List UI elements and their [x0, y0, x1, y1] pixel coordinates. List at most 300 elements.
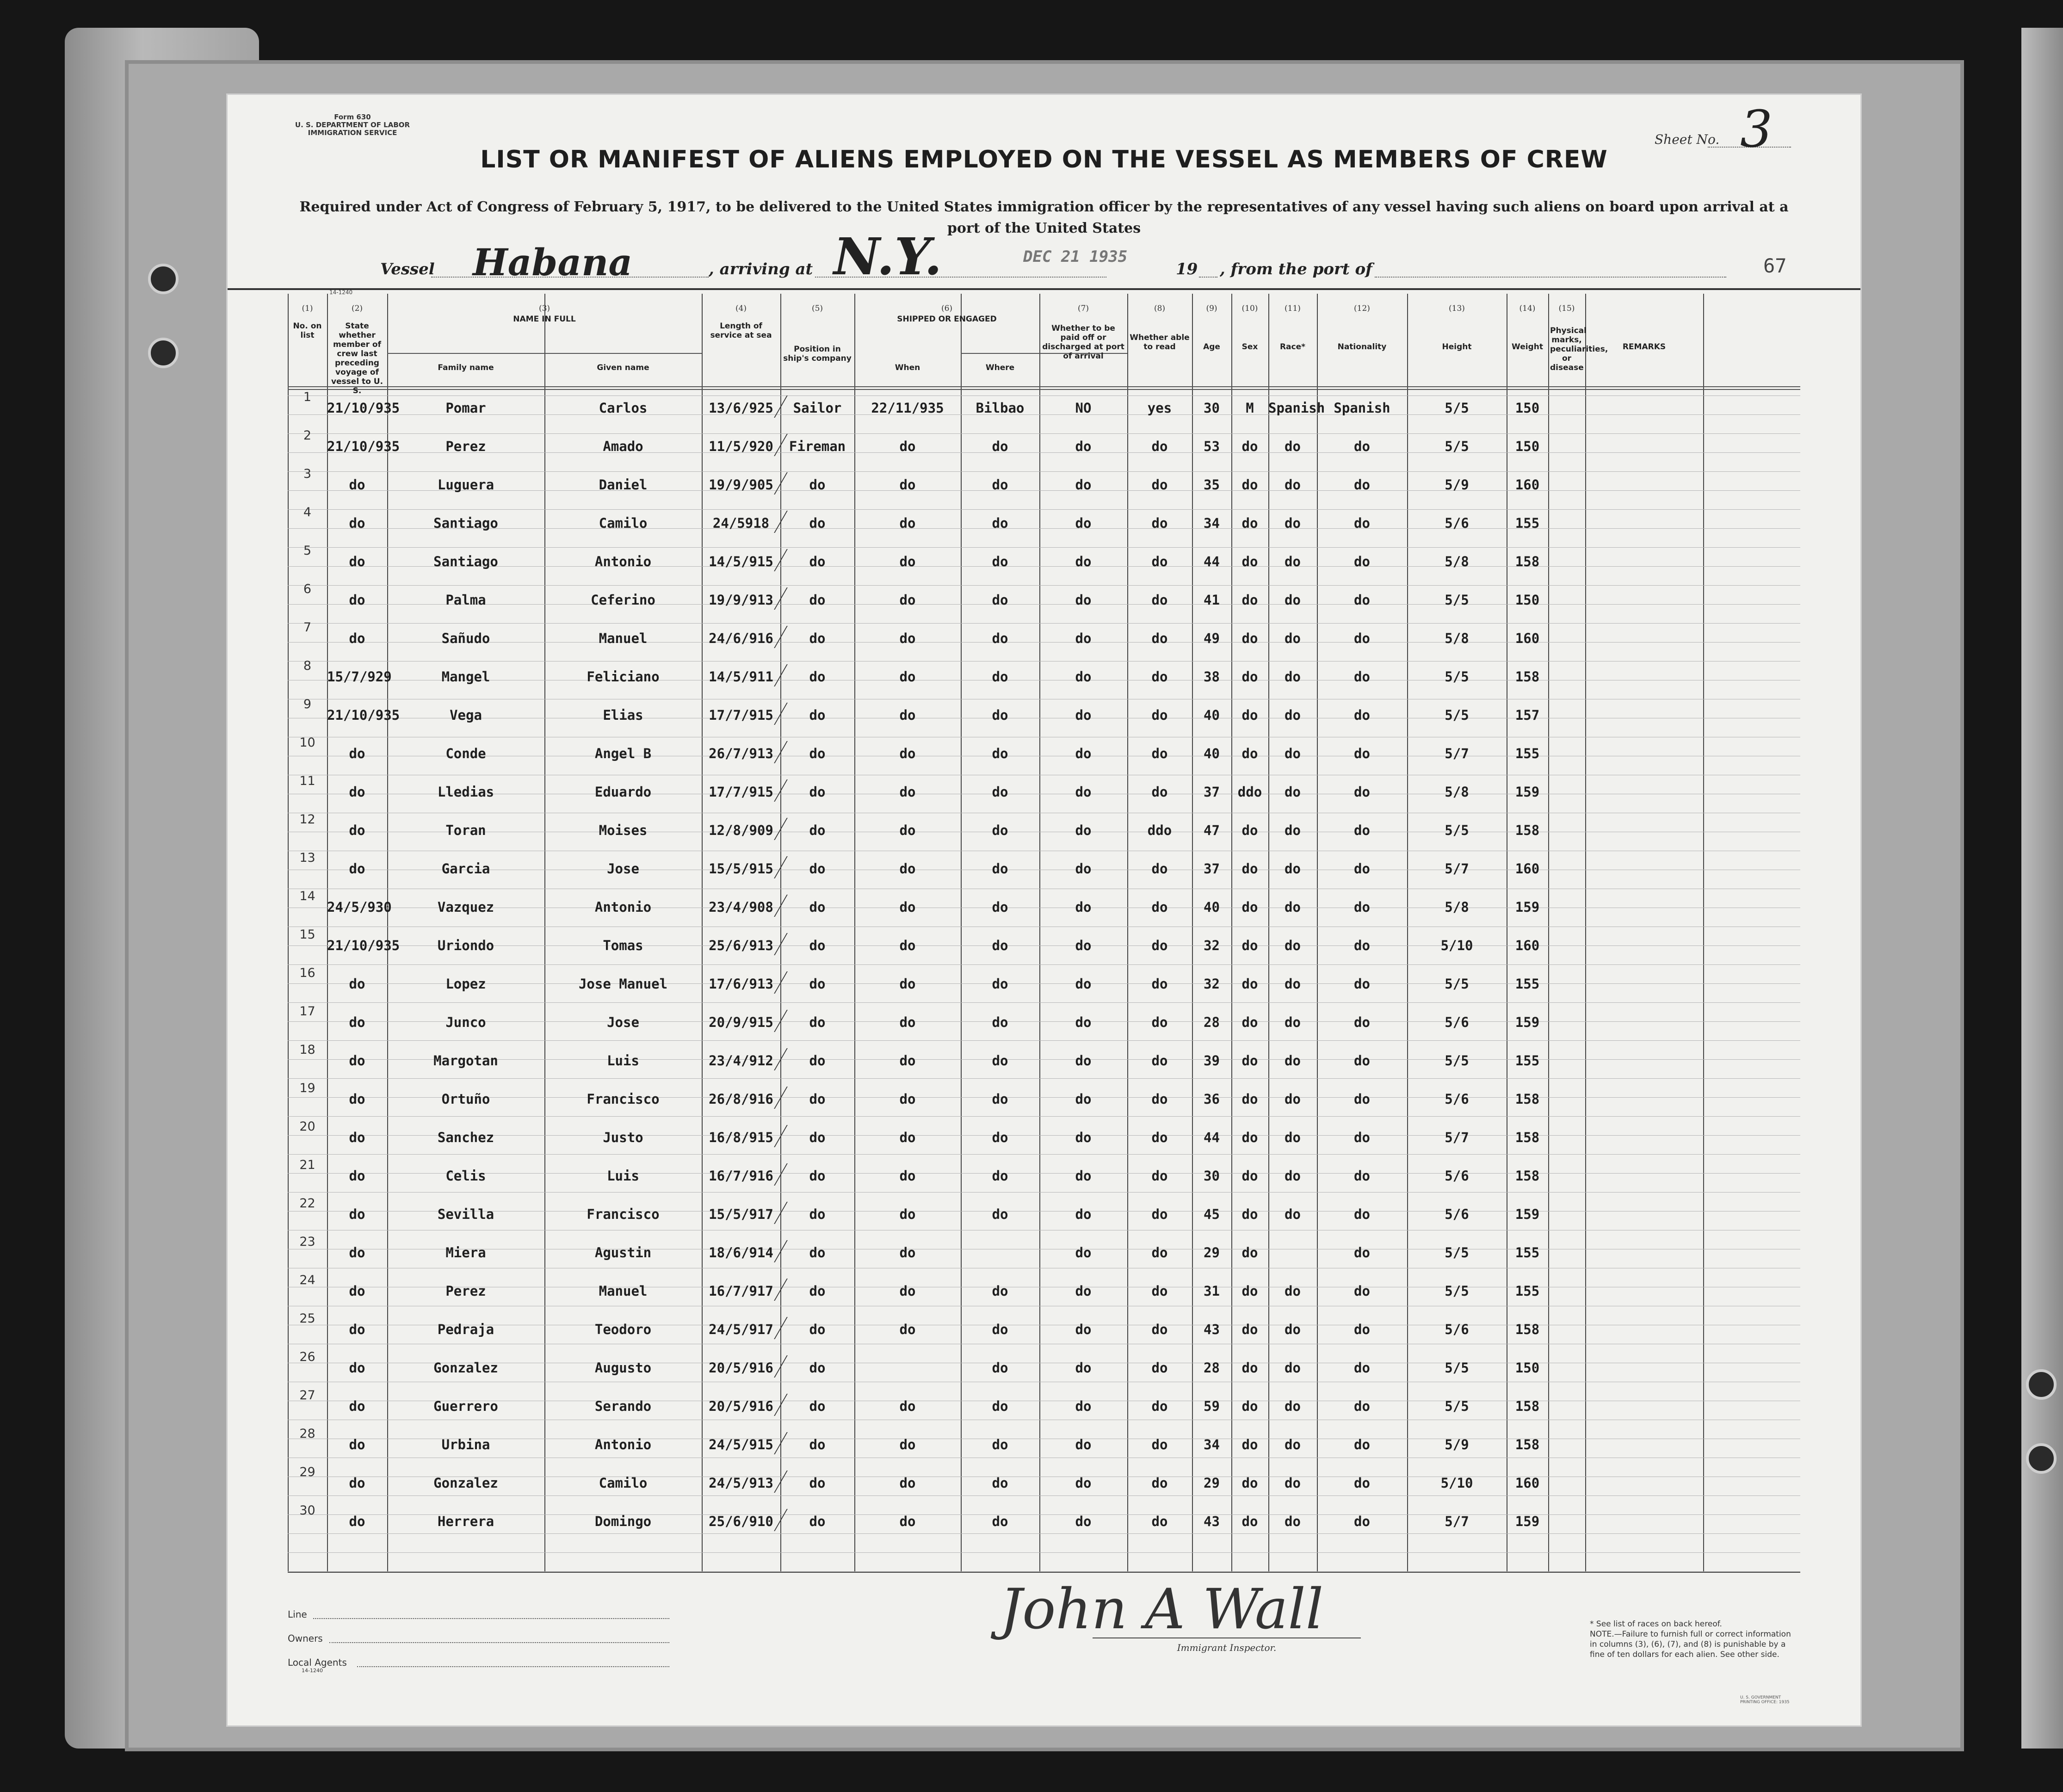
able-to-read-cell: do — [1151, 976, 1168, 992]
table-row — [288, 1273, 1800, 1322]
shipped-when-cell: do — [899, 554, 916, 569]
family-name-cell: Vega — [450, 707, 482, 723]
shipped-when-cell: do — [899, 1014, 916, 1030]
service-length-cell: 25/6/910 — [709, 1514, 773, 1529]
race-cell: do — [1285, 439, 1301, 454]
able-to-read-cell: do — [1151, 592, 1168, 608]
sex-cell: do — [1242, 861, 1258, 877]
footer — [288, 1573, 1800, 1712]
able-to-read-cell: yes — [1147, 400, 1172, 416]
previous-voyage-cell: do — [349, 1168, 365, 1184]
nationality-cell: Spanish — [1334, 400, 1390, 416]
service-length-cell: 24/5/917 — [709, 1322, 773, 1337]
shipped-where-cell: do — [992, 938, 1008, 953]
race-cell: do — [1285, 1475, 1301, 1491]
position-cell: do — [809, 1014, 826, 1030]
page-subtitle: Required under Act of Congress of February 5, 1917, to be delivered to the United States immigration officer by the representatives of any vessel having such aliens on board upon arrival at a port of the United States — [299, 199, 1789, 236]
shipped-where-cell: do — [992, 861, 1008, 877]
age-cell: 34 — [1204, 515, 1220, 531]
shipped-where-cell: do — [992, 746, 1008, 761]
family-name-cell: Garcia — [441, 861, 490, 877]
sheet-number-label: Sheet No. — [1655, 132, 1720, 147]
row-number-cell: 23 — [299, 1235, 315, 1249]
able-to-read-cell: do — [1151, 439, 1168, 454]
column-header: Height — [1442, 342, 1472, 352]
race-cell: do — [1285, 1514, 1301, 1529]
line-label: Line — [288, 1609, 307, 1620]
able-to-read-cell: do — [1151, 1168, 1168, 1184]
paid-off-cell: do — [1075, 1283, 1092, 1299]
service-length-cell: 15/5/917 — [709, 1206, 773, 1222]
service-length-cell: 19/9/905 — [709, 477, 773, 493]
service-length-cell: 16/7/916 — [709, 1168, 773, 1184]
height-cell: 5/5 — [1445, 1245, 1469, 1261]
family-name-cell: Miera — [445, 1245, 486, 1261]
service-length-cell: 11/5/920 — [709, 439, 773, 454]
column-header: Age — [1203, 342, 1220, 352]
previous-voyage-cell: do — [349, 1475, 365, 1491]
given-name-cell: Camilo — [599, 515, 648, 531]
age-cell: 43 — [1204, 1514, 1220, 1529]
row-number-cell: 7 — [303, 620, 312, 635]
height-cell: 5/6 — [1445, 1168, 1469, 1184]
row-number-cell: 28 — [299, 1427, 315, 1441]
race-cell: do — [1285, 592, 1301, 608]
weight-cell: 158 — [1515, 1168, 1540, 1184]
age-cell: 49 — [1204, 630, 1220, 646]
weight-cell: 150 — [1515, 1360, 1540, 1376]
previous-voyage-cell: do — [349, 1514, 365, 1529]
sex-cell: do — [1242, 1514, 1258, 1529]
shipped-when-cell: do — [899, 1091, 916, 1107]
given-name-cell: Daniel — [599, 477, 648, 493]
shipped-where-cell: do — [992, 1014, 1008, 1030]
from-port-label: , from the port of — [1220, 260, 1372, 278]
shipped-where-cell: do — [992, 1206, 1008, 1222]
family-name-cell: Gonzalez — [433, 1475, 498, 1491]
weight-cell: 160 — [1515, 477, 1540, 493]
shipped-when-cell: do — [899, 1283, 916, 1299]
nationality-cell: do — [1354, 861, 1370, 877]
able-to-read-cell: do — [1151, 938, 1168, 953]
inspector-caption: Immigrant Inspector. — [1177, 1642, 1277, 1653]
previous-voyage-cell: do — [349, 1398, 365, 1414]
age-cell: 34 — [1204, 1437, 1220, 1452]
shipped-when-cell: do — [899, 1130, 916, 1145]
inspector-signature: John A Wall — [1000, 1577, 1324, 1642]
nationality-cell: do — [1354, 746, 1370, 761]
paid-off-cell: do — [1075, 1437, 1092, 1452]
shipped-when-cell: do — [899, 1514, 916, 1529]
given-name-cell: Luis — [607, 1168, 639, 1184]
height-cell: 5/5 — [1445, 1053, 1469, 1069]
binder-hole — [2026, 1369, 2057, 1400]
sex-cell: do — [1242, 1360, 1258, 1376]
shipped-when-cell: do — [899, 784, 916, 800]
age-cell: 32 — [1204, 976, 1220, 992]
weight-cell: 155 — [1515, 1053, 1540, 1069]
paid-off-cell: do — [1075, 592, 1092, 608]
family-name-cell: Mangel — [441, 669, 490, 685]
previous-voyage-cell: do — [349, 1437, 365, 1452]
service-length-cell: 15/5/915 — [709, 861, 773, 877]
height-cell: 5/8 — [1445, 554, 1469, 569]
header-divider — [288, 389, 1800, 390]
family-name-cell: Urbina — [441, 1437, 490, 1452]
service-length-cell: 20/5/916 — [709, 1360, 773, 1376]
sex-cell: do — [1242, 1475, 1258, 1491]
paid-off-cell: do — [1075, 822, 1092, 838]
table-row — [288, 1043, 1800, 1091]
service-length-cell: 14/5/911 — [709, 669, 773, 685]
given-name-cell: Teodoro — [594, 1322, 652, 1337]
age-cell: 30 — [1204, 1168, 1220, 1184]
position-cell: do — [809, 861, 826, 877]
sex-cell: do — [1242, 746, 1258, 761]
column-header: Nationality — [1337, 342, 1387, 352]
age-cell: 40 — [1204, 899, 1220, 915]
column-number: (3) — [538, 304, 550, 313]
given-name-cell: Domingo — [594, 1514, 652, 1529]
column-header: Given name — [597, 363, 649, 372]
local-agents-label: Local Agents — [288, 1657, 347, 1668]
weight-cell: 155 — [1515, 1283, 1540, 1299]
paid-off-cell: do — [1075, 1130, 1092, 1145]
race-cell: do — [1285, 1322, 1301, 1337]
column-header: Position in ship's company — [783, 345, 852, 363]
previous-voyage-cell: do — [349, 1322, 365, 1337]
nationality-cell: do — [1354, 554, 1370, 569]
given-name-cell: Augusto — [594, 1360, 652, 1376]
height-cell: 5/5 — [1445, 1360, 1469, 1376]
column-number: (11) — [1285, 304, 1301, 313]
paid-off-cell: do — [1075, 746, 1092, 761]
age-cell: 37 — [1204, 784, 1220, 800]
sex-cell: do — [1242, 515, 1258, 531]
family-name-cell: Gonzalez — [433, 1360, 498, 1376]
owners-label: Owners — [288, 1633, 323, 1644]
given-name-cell: Elias — [603, 707, 643, 723]
shipped-when-cell: do — [899, 1168, 916, 1184]
position-cell: do — [809, 1091, 826, 1107]
age-cell: 31 — [1204, 1283, 1220, 1299]
weight-cell: 158 — [1515, 1398, 1540, 1414]
binder-hole — [148, 264, 179, 294]
position-cell: Fireman — [789, 439, 846, 454]
paid-off-cell: do — [1075, 669, 1092, 685]
paid-off-cell: do — [1075, 1322, 1092, 1337]
table-row — [288, 505, 1800, 554]
shipped-where-cell: do — [992, 707, 1008, 723]
shipped-where-cell: do — [992, 554, 1008, 569]
sex-cell: do — [1242, 1398, 1258, 1414]
race-cell: do — [1285, 1206, 1301, 1222]
service-length-cell: 20/5/916 — [709, 1398, 773, 1414]
shipped-where-cell: do — [992, 1398, 1008, 1414]
year-field-line — [1199, 277, 1217, 278]
service-length-cell: 16/7/917 — [709, 1283, 773, 1299]
column-header: No. on list — [293, 321, 322, 340]
shipped-where-cell: do — [992, 439, 1008, 454]
form-number: Form 630 — [334, 113, 371, 121]
position-cell: do — [809, 1245, 826, 1261]
vessel-label: Vessel — [380, 260, 435, 278]
position-cell: do — [809, 554, 826, 569]
weight-cell: 160 — [1515, 1475, 1540, 1491]
family-name-cell: Toran — [445, 822, 486, 838]
given-name-cell: Antonio — [594, 1437, 652, 1452]
family-name-cell: Margotan — [433, 1053, 498, 1069]
nationality-cell: do — [1354, 1322, 1370, 1337]
given-name-cell: Ceferino — [591, 592, 655, 608]
age-cell: 59 — [1204, 1398, 1220, 1414]
column-header: Where — [985, 363, 1015, 372]
table-row — [288, 390, 1800, 439]
row-number-cell: 6 — [303, 582, 312, 596]
vessel-name: Habana — [473, 241, 633, 284]
position-cell: do — [809, 1398, 826, 1414]
row-number-cell: 22 — [299, 1196, 315, 1211]
family-name-cell: Lopez — [445, 976, 486, 992]
sex-cell: do — [1242, 938, 1258, 953]
table-row — [288, 1235, 1800, 1283]
family-name-cell: Guerrero — [433, 1398, 498, 1414]
shipped-when-cell: do — [899, 1053, 916, 1069]
able-to-read-cell: do — [1151, 861, 1168, 877]
race-cell: do — [1285, 1398, 1301, 1414]
shipped-where-cell: do — [992, 1168, 1008, 1184]
previous-voyage-cell: do — [349, 1360, 365, 1376]
column-header: State whether member of crew last preceding voyage of vessel to U. S. — [331, 321, 383, 395]
able-to-read-cell: do — [1151, 515, 1168, 531]
shipped-where-cell: do — [992, 669, 1008, 685]
shipped-when-cell: do — [899, 822, 916, 838]
height-cell: 5/5 — [1445, 1283, 1469, 1299]
table-row — [288, 1427, 1800, 1475]
height-cell: 5/8 — [1445, 899, 1469, 915]
sex-cell: do — [1242, 1091, 1258, 1107]
sex-cell: do — [1242, 1168, 1258, 1184]
height-cell: 5/5 — [1445, 1398, 1469, 1414]
column-header: Race* — [1279, 342, 1306, 352]
shipped-when-cell: do — [899, 938, 916, 953]
nationality-cell: do — [1354, 707, 1370, 723]
weight-cell: 160 — [1515, 630, 1540, 646]
race-cell: do — [1285, 1283, 1301, 1299]
column-number: (2) — [351, 304, 363, 313]
nationality-cell: do — [1354, 822, 1370, 838]
given-name-cell: Angel B — [594, 746, 652, 761]
race-cell: do — [1285, 1053, 1301, 1069]
paid-off-cell: do — [1075, 1245, 1092, 1261]
family-name-cell: Uriondo — [437, 938, 494, 953]
table-row — [288, 1119, 1800, 1168]
writing-rule — [288, 1571, 1800, 1572]
table-row — [288, 582, 1800, 630]
service-length-cell: 26/8/916 — [709, 1091, 773, 1107]
height-cell: 5/5 — [1445, 707, 1469, 723]
penalty-note: NOTE.—Failure to furnish full or correct information in columns (3), (6), (7), and (8) is punishable by a fine of ten dollars for each alien. See other side. — [1590, 1630, 1791, 1659]
height-cell: 5/7 — [1445, 1130, 1469, 1145]
column-number: (6) — [941, 304, 953, 313]
paid-off-cell: do — [1075, 1475, 1092, 1491]
shipped-when-cell: do — [899, 899, 916, 915]
paid-off-cell: do — [1075, 976, 1092, 992]
table-row — [288, 1503, 1800, 1552]
family-name-cell: Palma — [445, 592, 486, 608]
shipped-where-cell: do — [992, 1514, 1008, 1529]
able-to-read-cell: do — [1151, 1283, 1168, 1299]
sex-cell: do — [1242, 1053, 1258, 1069]
position-cell: do — [809, 1053, 826, 1069]
sex-cell: do — [1242, 1130, 1258, 1145]
family-name-cell: Sevilla — [437, 1206, 494, 1222]
age-cell: 28 — [1204, 1014, 1220, 1030]
weight-cell: 158 — [1515, 554, 1540, 569]
table-row — [288, 1004, 1800, 1053]
column-header: Weight — [1512, 342, 1543, 352]
row-number-cell: 10 — [299, 735, 315, 750]
previous-voyage-cell: do — [349, 976, 365, 992]
position-cell: do — [809, 746, 826, 761]
column-header: Length of service at sea — [710, 321, 772, 340]
previous-voyage-cell: 24/5/930 — [327, 899, 392, 915]
height-cell: 5/8 — [1445, 630, 1469, 646]
shipped-when-cell: do — [899, 1206, 916, 1222]
table-row — [288, 966, 1800, 1014]
shipped-where-cell: do — [992, 477, 1008, 493]
weight-cell: 159 — [1515, 899, 1540, 915]
race-cell: do — [1285, 669, 1301, 685]
race-cell: do — [1285, 1437, 1301, 1452]
previous-voyage-cell: do — [349, 784, 365, 800]
able-to-read-cell: ddo — [1147, 822, 1172, 838]
shipped-when-cell: do — [899, 976, 916, 992]
weight-cell: 158 — [1515, 822, 1540, 838]
table-row — [288, 697, 1800, 746]
weight-cell: 159 — [1515, 1514, 1540, 1529]
race-cell: do — [1285, 822, 1301, 838]
agents-form-mark: 14-1240 — [302, 1668, 323, 1674]
nationality-cell: do — [1354, 899, 1370, 915]
row-number-cell: 21 — [299, 1158, 315, 1172]
shipped-when-cell: do — [899, 630, 916, 646]
shipped-where-cell: do — [992, 1322, 1008, 1337]
nationality-cell: do — [1354, 477, 1370, 493]
family-name-cell: Pomar — [445, 400, 486, 416]
family-name-cell: Herrera — [437, 1514, 494, 1529]
binder-right-edge — [2021, 28, 2063, 1749]
given-name-cell: Antonio — [594, 899, 652, 915]
shipped-where-cell: do — [992, 515, 1008, 531]
given-name-cell: Manuel — [599, 1283, 648, 1299]
given-name-cell: Eduardo — [594, 784, 652, 800]
weight-cell: 159 — [1515, 1206, 1540, 1222]
arriving-label: , arriving at — [709, 260, 813, 278]
row-number-cell: 5 — [303, 544, 312, 558]
table-row — [288, 544, 1800, 592]
position-cell: do — [809, 1437, 826, 1452]
position-cell: do — [809, 669, 826, 685]
previous-voyage-cell: do — [349, 515, 365, 531]
row-number-cell: 16 — [299, 966, 315, 980]
row-number-cell: 25 — [299, 1311, 315, 1326]
service-length-cell: 24/5/913 — [709, 1475, 773, 1491]
nationality-cell: do — [1354, 1053, 1370, 1069]
age-cell: 40 — [1204, 707, 1220, 723]
table-row — [288, 927, 1800, 976]
age-cell: 37 — [1204, 861, 1220, 877]
manifest-sheet — [228, 95, 1860, 1725]
age-cell: 40 — [1204, 746, 1220, 761]
local-agents-field — [357, 1666, 669, 1667]
position-cell: do — [809, 1130, 826, 1145]
able-to-read-cell: do — [1151, 1245, 1168, 1261]
shipped-where-cell: do — [992, 1130, 1008, 1145]
able-to-read-cell: do — [1151, 1475, 1168, 1491]
binder-hole — [2026, 1443, 2057, 1474]
race-cell: do — [1285, 746, 1301, 761]
table-row — [288, 467, 1800, 515]
row-number-cell: 12 — [299, 812, 315, 827]
age-cell: 36 — [1204, 1091, 1220, 1107]
given-name-cell: Amado — [603, 439, 643, 454]
weight-cell: 150 — [1515, 400, 1540, 416]
row-number-cell: 3 — [303, 467, 312, 481]
shipped-when-cell: do — [899, 707, 916, 723]
service-length-cell: 24/5/915 — [709, 1437, 773, 1452]
table-row — [288, 659, 1800, 707]
header-divider — [288, 386, 1800, 387]
age-cell: 30 — [1204, 400, 1220, 416]
previous-voyage-cell: do — [349, 1014, 365, 1030]
nationality-cell: do — [1354, 1014, 1370, 1030]
row-number-cell: 13 — [299, 851, 315, 865]
nationality-cell: do — [1354, 1168, 1370, 1184]
row-number-cell: 4 — [303, 505, 312, 519]
nationality-cell: do — [1354, 1283, 1370, 1299]
age-cell: 38 — [1204, 669, 1220, 685]
able-to-read-cell: do — [1151, 477, 1168, 493]
paid-off-cell: do — [1075, 1206, 1092, 1222]
position-cell: do — [809, 477, 826, 493]
service-length-cell: 17/6/913 — [709, 976, 773, 992]
position-cell: do — [809, 1168, 826, 1184]
sex-cell: do — [1242, 822, 1258, 838]
nationality-cell: do — [1354, 439, 1370, 454]
given-name-cell: Serando — [594, 1398, 652, 1414]
family-name-cell: Sañudo — [441, 630, 490, 646]
position-cell: do — [809, 822, 826, 838]
shipped-where-cell: do — [992, 1283, 1008, 1299]
shipped-where-cell: do — [992, 1360, 1008, 1376]
age-cell: 29 — [1204, 1475, 1220, 1491]
position-cell: do — [809, 1322, 826, 1337]
previous-voyage-cell: do — [349, 554, 365, 569]
weight-cell: 158 — [1515, 1437, 1540, 1452]
height-cell: 5/5 — [1445, 592, 1469, 608]
column-header: Whether able to read — [1130, 333, 1190, 352]
able-to-read-cell: do — [1151, 1091, 1168, 1107]
small-form-mark: 14-1240 — [329, 289, 353, 296]
column-header: Physical marks, peculiarities, or disease — [1550, 326, 1608, 372]
shipped-when-cell: do — [899, 592, 916, 608]
table-row — [288, 1311, 1800, 1360]
weight-cell: 159 — [1515, 784, 1540, 800]
previous-voyage-cell: do — [349, 1245, 365, 1261]
given-name-cell: Jose Manuel — [578, 976, 668, 992]
nationality-cell: do — [1354, 515, 1370, 531]
